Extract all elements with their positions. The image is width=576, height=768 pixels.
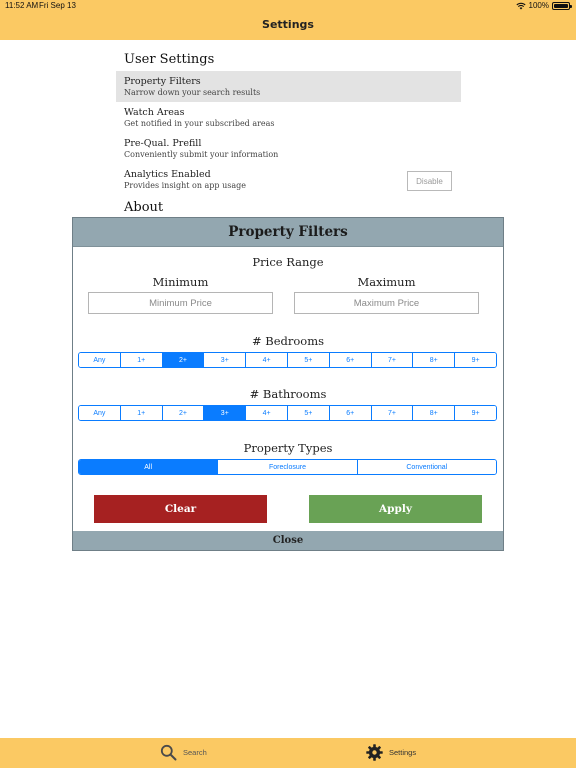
bedrooms-option-4[interactable]: 4+ (245, 353, 287, 367)
row-subtitle: Conveniently submit your information (124, 150, 279, 159)
price-range-label: Price Range (252, 255, 324, 269)
bedrooms-option-8[interactable]: 8+ (412, 353, 454, 367)
property-type-conventional[interactable]: Conventional (357, 460, 496, 474)
bathrooms-option-any[interactable]: Any (79, 406, 120, 420)
apply-button[interactable]: Apply (309, 495, 482, 523)
property-filters-modal (72, 217, 504, 551)
gear-icon (366, 744, 383, 761)
bathrooms-option-9[interactable]: 9+ (454, 406, 496, 420)
close-button[interactable] (73, 531, 503, 550)
bedrooms-option-5[interactable]: 5+ (287, 353, 329, 367)
maximum-label: Maximum (357, 275, 416, 289)
bedrooms-option-1[interactable]: 1+ (120, 353, 162, 367)
status-right (516, 1, 570, 10)
row-subtitle: Provides insight on app usage (124, 181, 246, 190)
bedrooms-option-2[interactable]: 2+ (162, 353, 204, 367)
bathrooms-option-6[interactable]: 6+ (329, 406, 371, 420)
bedrooms-option-3[interactable]: 3+ (203, 353, 245, 367)
maximum-price-input[interactable] (294, 292, 479, 314)
clear-button[interactable]: Clear (94, 495, 267, 523)
bathrooms-option-7[interactable]: 7+ (371, 406, 413, 420)
bathrooms-option-4[interactable]: 4+ (245, 406, 287, 420)
tab-bar (0, 738, 576, 768)
page-title: Settings (262, 18, 314, 31)
minimum-label: Minimum (152, 275, 209, 289)
row-title: Watch Areas (124, 107, 185, 118)
settings-row-prequal-prefill[interactable] (116, 133, 461, 164)
bathrooms-option-8[interactable]: 8+ (412, 406, 454, 420)
property-type-foreclosure[interactable]: Foreclosure (217, 460, 356, 474)
settings-row-analytics (116, 164, 461, 195)
bedrooms-label: # Bedrooms (251, 334, 325, 348)
bathrooms-option-3[interactable]: 3+ (203, 406, 245, 420)
tab-settings[interactable] (366, 744, 416, 761)
settings-row-watch-areas[interactable] (116, 102, 461, 133)
battery-percent: 100% (528, 1, 549, 10)
about-header: About (124, 200, 164, 215)
wifi-icon (516, 2, 526, 10)
minimum-price-input[interactable] (88, 292, 273, 314)
tab-label: Settings (389, 748, 417, 757)
bedrooms-option-7[interactable]: 7+ (371, 353, 413, 367)
row-title: Pre-Qual. Prefill (124, 138, 202, 149)
bathrooms-option-2[interactable]: 2+ (162, 406, 204, 420)
property-types-label: Property Types (243, 441, 333, 455)
disable-analytics-button[interactable]: Disable (407, 171, 452, 191)
bedrooms-option-any[interactable]: Any (79, 353, 120, 367)
battery-icon (552, 2, 570, 10)
status-time: 11:52 AM (5, 1, 39, 10)
bathrooms-segmented-control (78, 405, 497, 421)
bathrooms-option-5[interactable]: 5+ (287, 406, 329, 420)
search-icon (160, 744, 177, 761)
tab-search[interactable] (160, 744, 207, 761)
property-types-segmented-control (78, 459, 497, 475)
row-subtitle: Get notified in your subscribed areas (124, 119, 275, 128)
modal-title: Property Filters (228, 224, 348, 240)
modal-header (73, 218, 503, 247)
bathrooms-label: # Bathrooms (249, 387, 327, 401)
row-title: Analytics Enabled (124, 169, 211, 180)
bedrooms-option-9[interactable]: 9+ (454, 353, 496, 367)
bedrooms-option-6[interactable]: 6+ (329, 353, 371, 367)
close-label: Close (272, 535, 304, 546)
row-title: Property Filters (124, 76, 201, 87)
row-subtitle: Narrow down your search results (124, 88, 261, 97)
tab-label: Search (183, 748, 207, 757)
property-type-all[interactable]: All (79, 460, 217, 474)
bedrooms-segmented-control (78, 352, 497, 368)
settings-row-property-filters[interactable] (116, 71, 461, 102)
bathrooms-option-1[interactable]: 1+ (120, 406, 162, 420)
user-settings-header: User Settings (124, 52, 215, 67)
top-bar (0, 0, 576, 40)
status-date: Fri Sep 13 (39, 1, 76, 10)
